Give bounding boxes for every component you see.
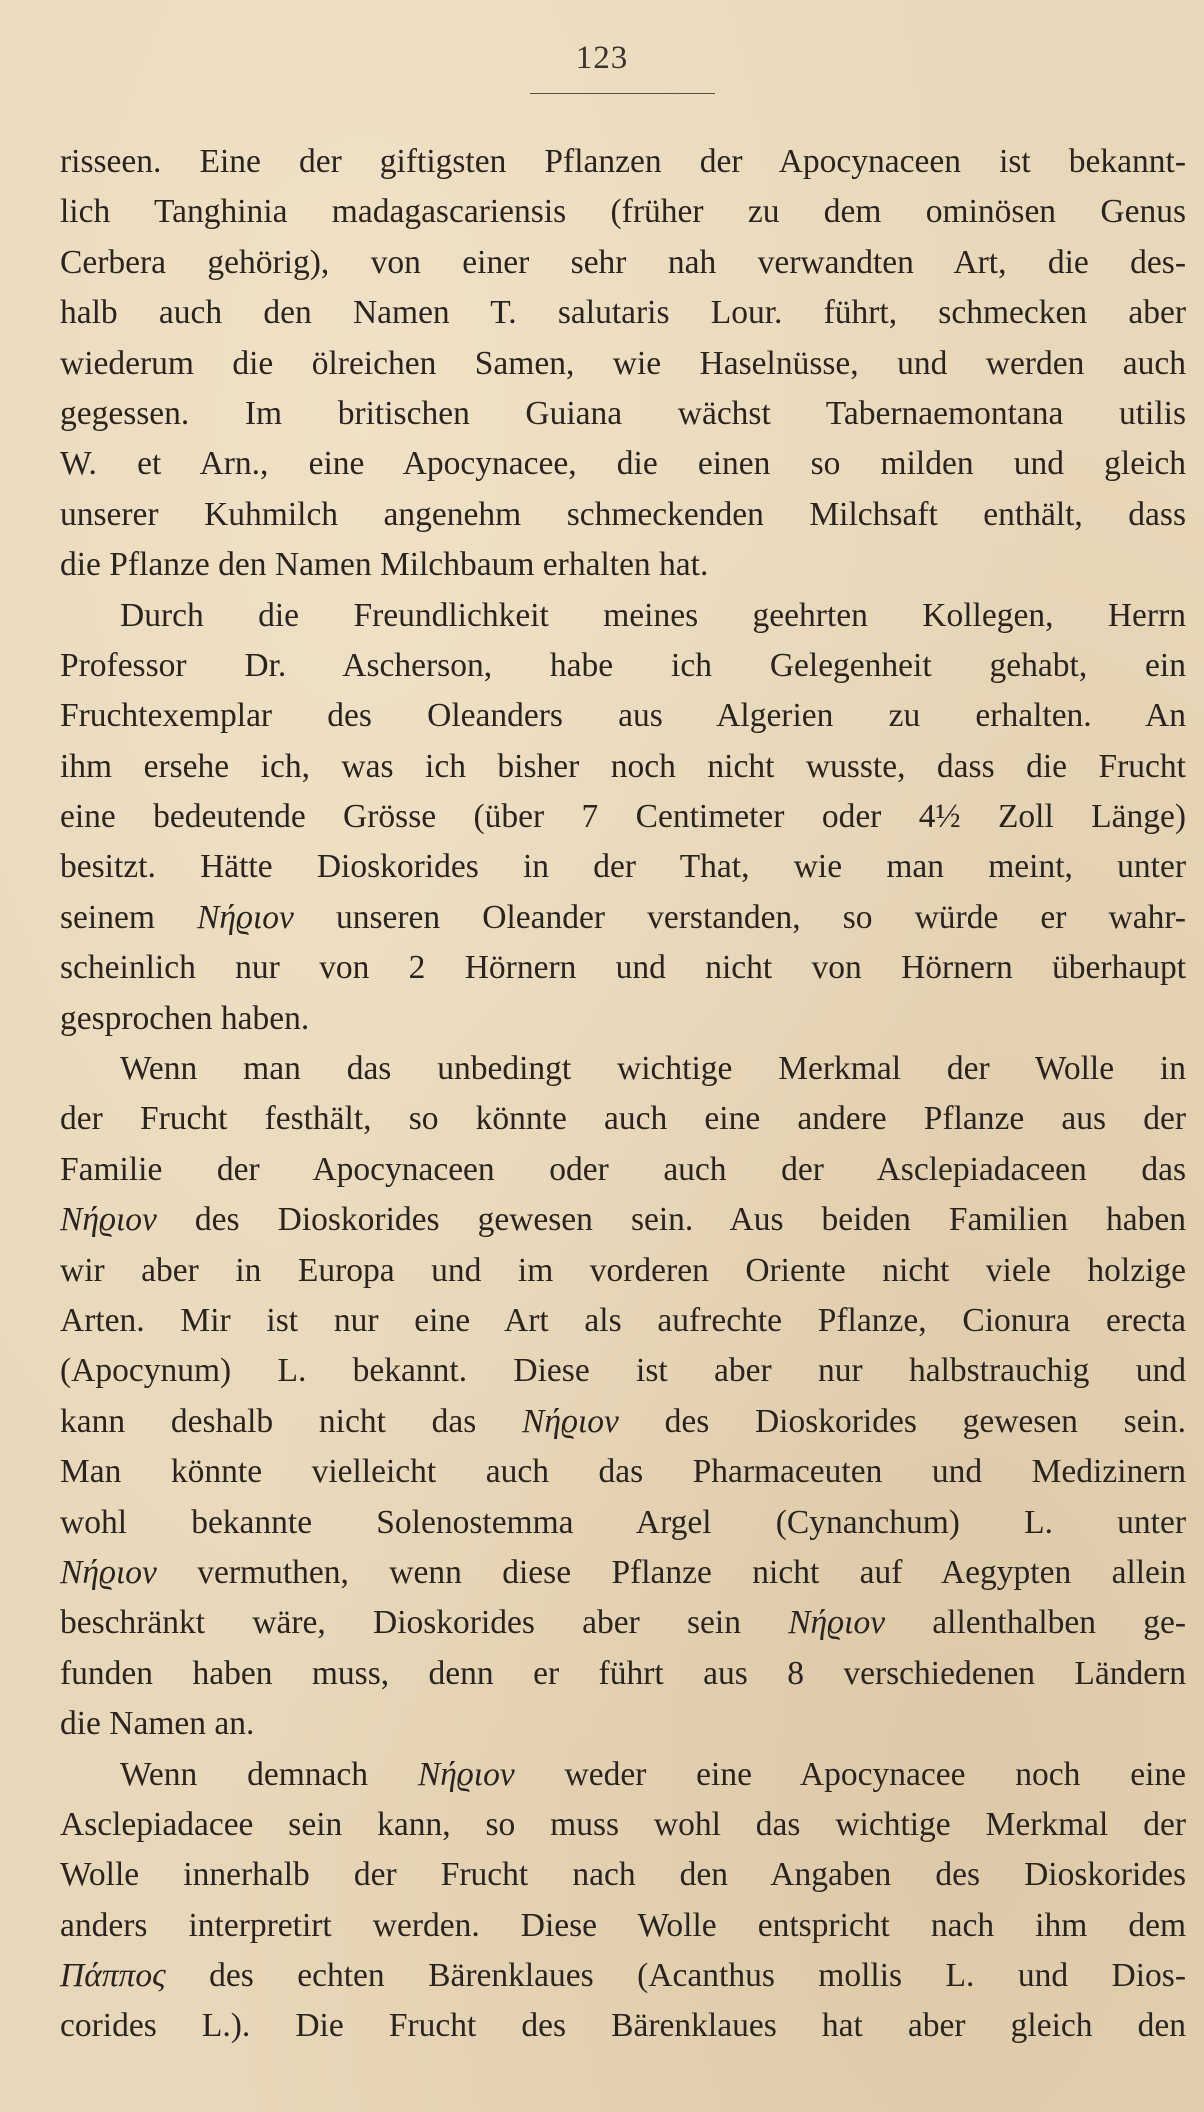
text-line (60, 1951, 1186, 2001)
text-segment: lich Tanghinia madagascariensis (früher zu dem ominösen Genus (60, 193, 1186, 231)
page-number: 123 (575, 40, 629, 76)
header-rule (530, 93, 715, 94)
text-line (60, 994, 1186, 1044)
text-segment: Wenn man das unbedingt wichtige Merkmal der Wolle in (120, 1050, 1186, 1088)
text-segment: des echten Bärenklaues (Acanthus mollis L. und Dios- (165, 1957, 1186, 1995)
greek-word: Νήϱιον (60, 1553, 157, 1591)
text-line (60, 1548, 1186, 1598)
greek-word: Νήϱιον (417, 1755, 515, 1793)
text-line (60, 1750, 1186, 1800)
text-line (60, 1044, 1186, 1094)
text-line (60, 490, 1186, 540)
text-line (60, 1800, 1186, 1850)
text-segment: anders interpretirt werden. Diese Wolle entspricht nach ihm dem (60, 1906, 1186, 1944)
text-line (60, 1397, 1186, 1447)
text-segment: die Namen an. (60, 1705, 255, 1743)
text-line (60, 792, 1186, 842)
greek-word: Νήϱιον (197, 898, 294, 936)
text-line (60, 742, 1186, 792)
text-segment: Cerbera gehörig), von einer sehr nah verwandten Art, die des- (60, 243, 1186, 281)
text-line (60, 1649, 1186, 1699)
text-line (60, 641, 1186, 691)
text-line (60, 691, 1186, 741)
text-segment: risseen. Eine der giftigsten Pflanzen der Apocynaceen ist bekannt- (60, 143, 1186, 180)
text-line (60, 1447, 1186, 1497)
text-segment: (Apocynum) L. bekannt. Diese ist aber nur halbstrauchig und (60, 1352, 1186, 1390)
text-line (60, 591, 1186, 641)
text-segment: Wolle innerhalb der Frucht nach den Angaben des Dioskorides (60, 1856, 1186, 1894)
text-segment: seinem (60, 898, 197, 936)
text-segment: Asclepiadacee sein kann, so muss wohl das wichtige Merkmal der (60, 1805, 1186, 1843)
text-segment: Fruchtexemplar des Oleanders aus Algerien zu erhalten. An (60, 697, 1186, 735)
text-segment: gesprochen haben. (60, 999, 310, 1037)
text-segment: kann deshalb nicht das (60, 1402, 522, 1440)
text-segment: Durch die Freundlichkeit meines geehrten Kollegen, Herrn (120, 596, 1186, 634)
text-segment: unserer Kuhmilch angenehm schmeckenden Milchsaft enthält, dass (60, 495, 1186, 533)
text-segment: Man könnte vielleicht auch das Pharmaceuten und Medizinern (60, 1453, 1186, 1491)
text-line (60, 1901, 1186, 1951)
text-line (60, 1699, 1186, 1749)
text-line (60, 2001, 1186, 2051)
text-segment: der Frucht festhält, so könnte auch eine andere Pflanze aus der (60, 1100, 1186, 1138)
text-segment: Familie der Apocynaceen oder auch der Asclepiadaceen das (60, 1150, 1186, 1188)
text-line (60, 1498, 1186, 1548)
text-segment: Professor Dr. Ascherson, habe ich Gelegenheit gehabt, ein (60, 646, 1186, 684)
text-segment: die Pflanze den Namen Milchbaum erhalten hat. (60, 546, 709, 584)
text-line (60, 842, 1186, 892)
text-line (60, 943, 1186, 993)
text-line (60, 439, 1186, 489)
greek-word: Νήϱιον (60, 1201, 157, 1239)
text-segment: besitzt. Hätte Dioskorides in der That, wie man meint, unter (60, 848, 1186, 886)
text-line (60, 1195, 1186, 1245)
text-segment: allenthalben ge- (885, 1604, 1186, 1642)
text-segment: weder eine Apocynacee noch eine (514, 1755, 1186, 1793)
text-segment: beschränkt wäre, Dioskorides aber sein (60, 1604, 789, 1642)
text-line (60, 1598, 1186, 1648)
text-segment: gegessen. Im britischen Guiana wächst Tabernaemontana utilis (60, 394, 1186, 432)
text-segment: wir aber in Europa und im vorderen Oriente nicht viele holzige (60, 1251, 1186, 1289)
text-segment: ihm ersehe ich, was ich bisher noch nicht wusste, dass die Frucht (60, 747, 1186, 785)
text-segment: unseren Oleander verstanden, so würde er wahr- (293, 898, 1187, 936)
text-line (60, 1296, 1186, 1346)
text-line (60, 1850, 1186, 1900)
text-segment: scheinlich nur von 2 Hörnern und nicht von Hörnern überhaupt (60, 949, 1186, 987)
text-line (60, 389, 1186, 439)
greek-word: Νήϱιον (788, 1604, 886, 1642)
text-line (60, 893, 1186, 943)
text-segment: W. et Arn., eine Apocynacee, die einen so milden und gleich (60, 445, 1186, 483)
text-line (60, 1246, 1186, 1296)
text-line (60, 540, 1186, 590)
text-line (60, 238, 1186, 288)
text-segment: vermuthen, wenn diese Pflanze nicht auf Aegypten allein (156, 1553, 1186, 1591)
text-segment: des Dioskorides gewesen sein. (618, 1402, 1186, 1440)
text-line (60, 137, 1186, 187)
text-line (60, 1094, 1186, 1144)
text-line (60, 288, 1186, 338)
body-text (60, 137, 1186, 2052)
text-segment: funden haben muss, denn er führt aus 8 verschiedenen Ländern (60, 1654, 1186, 1692)
text-segment: Wenn demnach (120, 1755, 418, 1793)
text-line (60, 339, 1186, 389)
text-segment: des Dioskorides gewesen sein. Aus beiden Familien haben (156, 1201, 1186, 1239)
text-segment: wiederum die ölreichen Samen, wie Haselnüsse, und werden auch (60, 344, 1186, 382)
text-segment: eine bedeutende Grösse (über 7 Centimeter oder 4½ Zoll Länge) (60, 798, 1186, 836)
text-segment: corides L.). Die Frucht des Bärenklaues hat aber gleich den (60, 2007, 1186, 2045)
text-segment: wohl bekannte Solenostemma Argel (Cynanchum) L. unter (60, 1503, 1186, 1541)
text-line (60, 1145, 1186, 1195)
text-line (60, 1346, 1186, 1396)
greek-word: Νήϱιον (521, 1402, 619, 1440)
text-segment: Arten. Mir ist nur eine Art als aufrechte Pflanze, Cionura erecta (60, 1301, 1186, 1339)
greek-word: Πάππος (60, 1957, 166, 1995)
text-segment: halb auch den Namen T. salutaris Lour. führt, schmecken aber (60, 294, 1186, 332)
text-line (60, 187, 1186, 237)
